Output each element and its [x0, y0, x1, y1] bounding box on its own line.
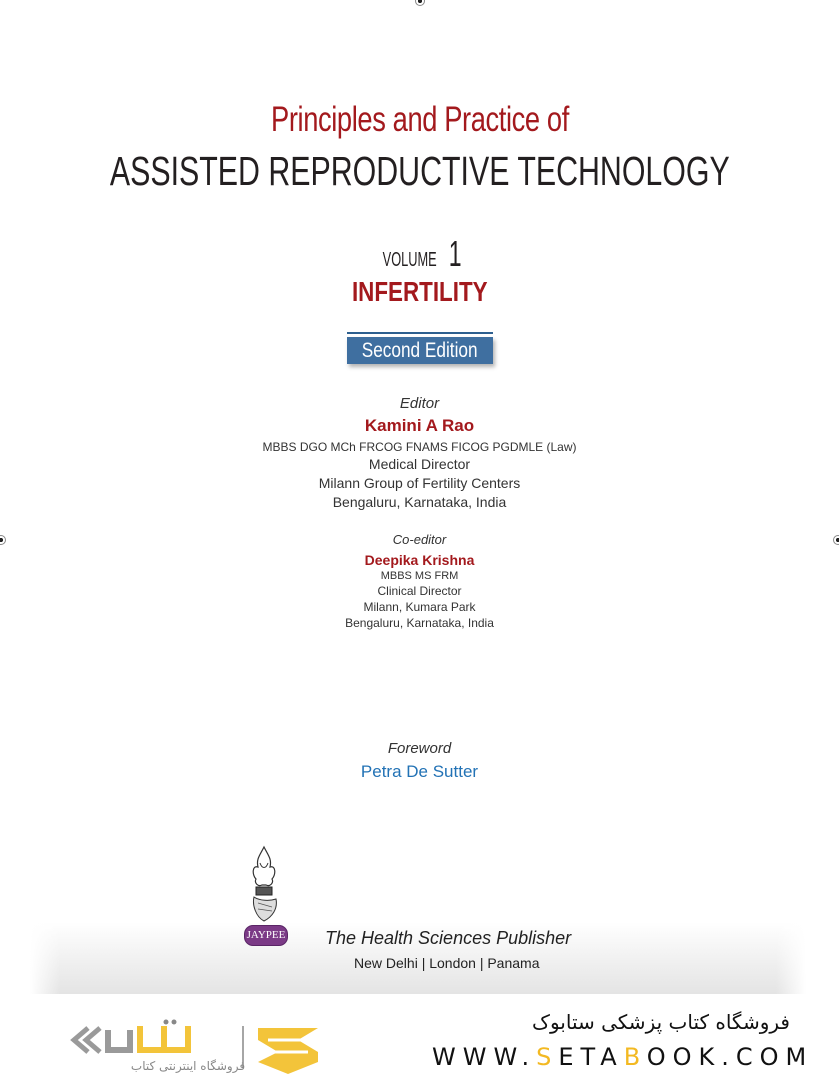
coeditor-name: Deepika Krishna [364, 552, 475, 568]
volume-label: VOLUME 1 [382, 233, 462, 274]
coeditor-line: Bengaluru, Karnataka, India [345, 616, 494, 630]
title-line-1: Principles and Practice of [270, 100, 569, 139]
setabook-title-fa: فروشگاه کتاب پزشکی ستابوک [532, 1010, 790, 1034]
foreword-name: Petra De Sutter [360, 762, 479, 781]
jaypee-badge: JAYPEE [244, 925, 288, 946]
editor-line: Milann Group of Fertility Centers [318, 475, 521, 491]
coeditor-role: Co-editor [392, 532, 447, 547]
coeditor-line: Clinical Director [377, 584, 462, 598]
editor-role: Editor [399, 395, 440, 412]
setabook-url[interactable]: WWW.SETABOOK.COM [432, 1043, 814, 1071]
volume-subject: INFERTILITY [351, 276, 488, 307]
editor-line: Bengaluru, Karnataka, India [332, 494, 507, 510]
torch-logo-icon [246, 845, 282, 925]
setabook-logo-subtitle: فروشگاه اینترنتی کتاب [130, 1059, 246, 1073]
edition-rule [347, 332, 493, 334]
setabook-logo-icon [68, 1018, 328, 1078]
crop-mark-top [415, 0, 425, 6]
editor-name: Kamini A Rao [364, 416, 475, 435]
title-line-2: ASSISTED REPRODUCTIVE TECHNOLOGY [109, 148, 730, 194]
publisher-tagline: The Health Sciences Publisher [325, 928, 572, 948]
edition-badge: Second Edition [347, 337, 493, 364]
foreword-role: Foreword [387, 740, 452, 757]
editor-qualifications: MBBS DGO MCh FRCOG FNAMS FICOG PGDMLE (Law) [262, 440, 577, 454]
coeditor-line: Milann, Kumara Park [363, 600, 476, 614]
editor-line: Medical Director [368, 456, 471, 472]
publisher-locations: New Delhi | London | Panama [354, 955, 540, 971]
coeditor-qualifications: MBBS MS FRM [380, 570, 459, 582]
